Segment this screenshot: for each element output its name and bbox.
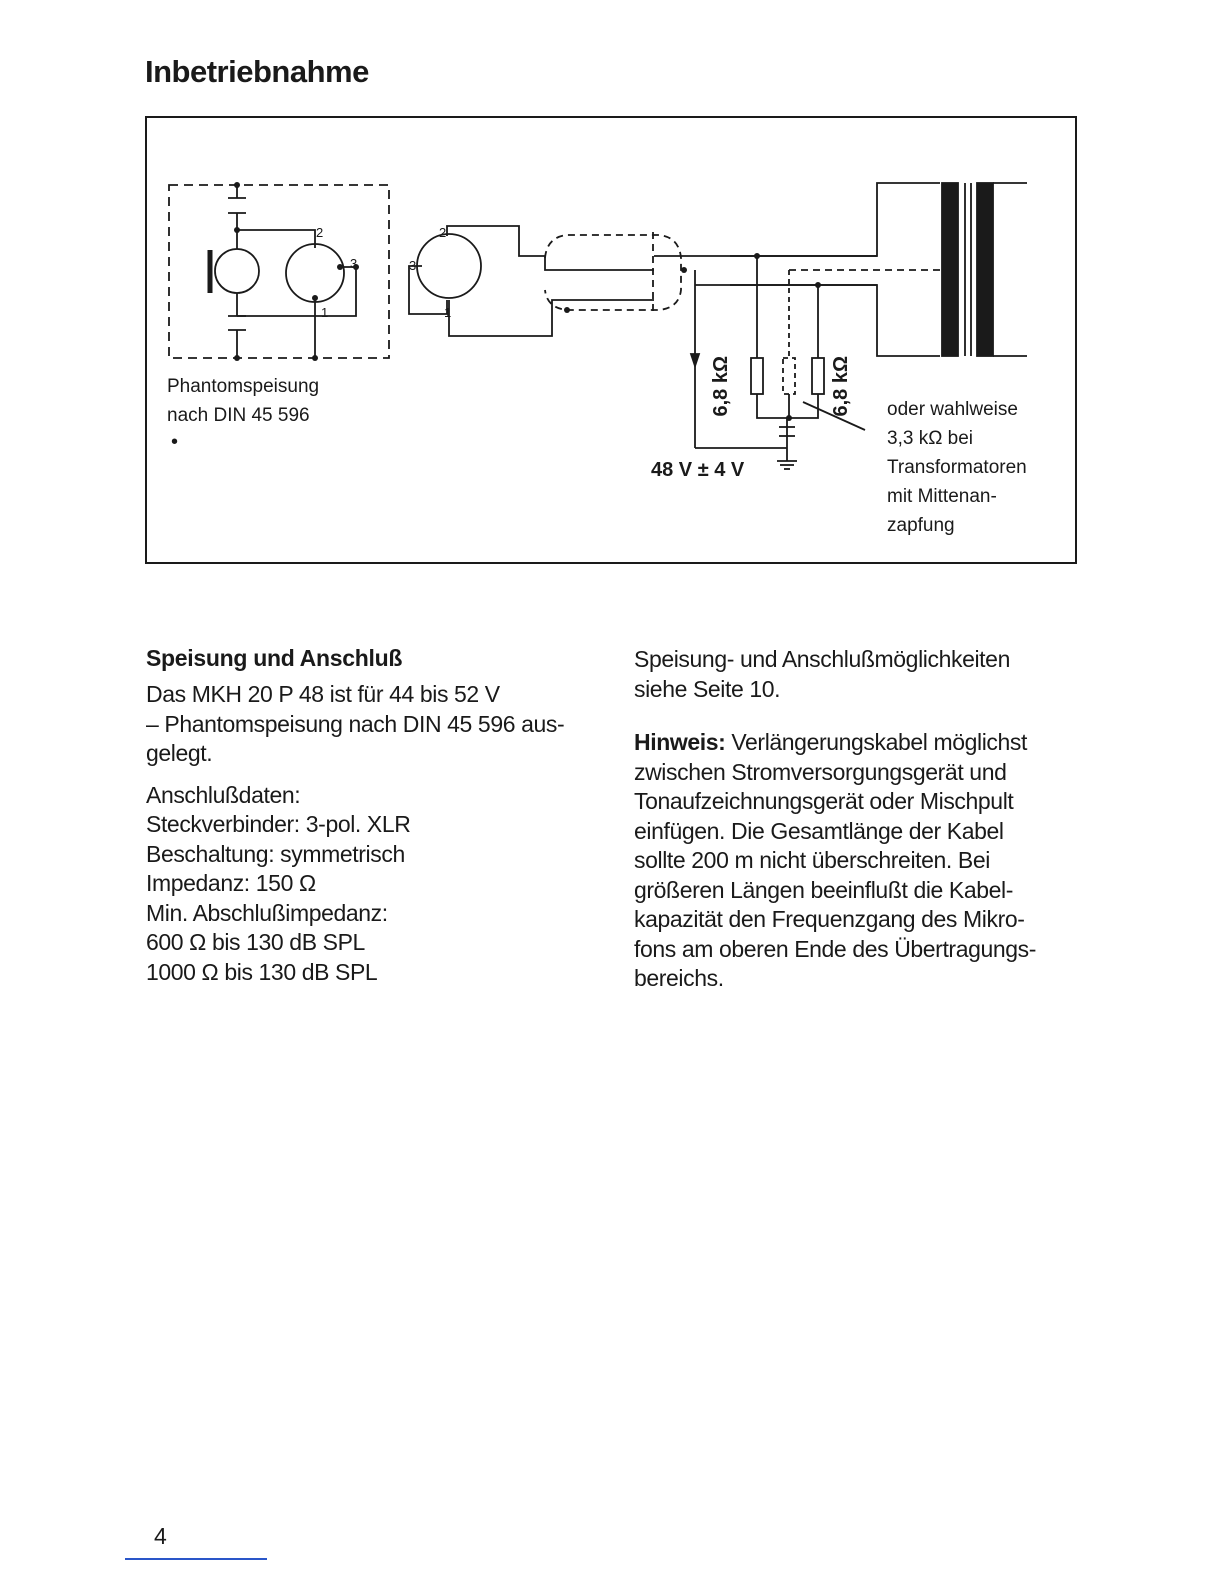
note-line-4: mit Mittenan- — [887, 486, 997, 507]
pin-label-2-left: 2 — [316, 225, 324, 240]
note-line: größeren Längen beeinflußt die Kabel- — [634, 876, 1014, 903]
phantom-label-line-1: Phantomspeisung — [167, 376, 320, 397]
pin-label-2-right: 2 — [439, 225, 447, 240]
note-paragraph — [634, 728, 1074, 994]
data-line: Impedanz: 150 Ω — [146, 870, 316, 896]
data-line: Min. Abschlußimpedanz: — [146, 899, 388, 926]
note-line: einfügen. Die Gesamtlänge der Kabel — [634, 817, 1004, 844]
note-line-3: Transformatoren — [887, 457, 1027, 478]
data-line: Steckverbinder: 3-pol. XLR — [146, 811, 411, 837]
see-line: Speisung- und Anschlußmöglichkeiten — [634, 646, 1010, 672]
xlr-connector-left-icon — [286, 244, 344, 302]
circuit-diagram-frame — [145, 116, 1077, 564]
section-heading: Speisung und Anschluß — [146, 645, 403, 671]
resistor-label-right: 6,8 kΩ — [830, 356, 852, 417]
note-line: bereichs. — [634, 965, 724, 991]
note-line: kapazität den Frequenzgang des Mikro- — [634, 906, 1025, 932]
intro-paragraph — [146, 680, 606, 769]
bullet-mark: • — [171, 431, 179, 453]
resistor-label-left: 6,8 kΩ — [710, 356, 732, 417]
note-line: fons am oberen Ende des Übertragungs- — [634, 935, 1037, 962]
intro-line: Das MKH 20 P 48 ist für 44 bis 52 V — [146, 681, 500, 707]
note-line-5: zapfung — [887, 515, 955, 536]
microphone-capsule-icon — [215, 249, 259, 293]
data-line: Anschlußdaten: — [146, 781, 301, 808]
note-line: Tonaufzeichnungsgerät oder Mischpult — [634, 788, 1014, 814]
data-line: 1000 Ω bis 130 dB SPL — [146, 958, 378, 985]
data-line: Beschaltung: symmetrisch — [146, 840, 405, 867]
data-line: 600 Ω bis 130 dB SPL — [146, 929, 365, 955]
left-column — [146, 645, 606, 999]
note-line-2: 3,3 kΩ bei — [887, 428, 974, 449]
connection-data — [146, 781, 606, 988]
page-title: Inbetriebnahme — [145, 54, 369, 89]
intro-line: gelegt. — [146, 740, 213, 766]
note-label: Hinweis: — [634, 729, 726, 755]
note-line: zwischen Stromversorgungsgerät und — [634, 758, 1007, 785]
pin-label-3-left: 3 — [350, 256, 358, 271]
pin-label-1-right: 1 — [444, 305, 452, 320]
footer-rule — [125, 1558, 267, 1560]
see-line: siehe Seite 10. — [634, 675, 781, 702]
intro-line: – Phantomspeisung nach DIN 45 596 aus- — [146, 710, 565, 737]
pin-label-1-left: 1 — [321, 305, 329, 320]
note-line: sollte 200 m nicht überschreiten. Bei — [634, 847, 990, 873]
note-first-line — [634, 728, 1074, 758]
pin-label-3-right: 3 — [409, 258, 417, 273]
page-number: 4 — [154, 1523, 167, 1549]
xlr-connector-right-icon — [417, 234, 481, 298]
supply-voltage-label: 48 V ± 4 V — [651, 459, 745, 481]
note-line-1: oder wahlweise — [887, 399, 1018, 420]
see-page-paragraph — [634, 645, 1074, 704]
note-first-text: Verlängerungskabel möglichst — [725, 729, 1028, 755]
phantom-power-circuit-diagram — [147, 118, 1079, 566]
phantom-label-line-2: nach DIN 45 596 — [167, 405, 310, 426]
right-column — [634, 645, 1074, 1006]
